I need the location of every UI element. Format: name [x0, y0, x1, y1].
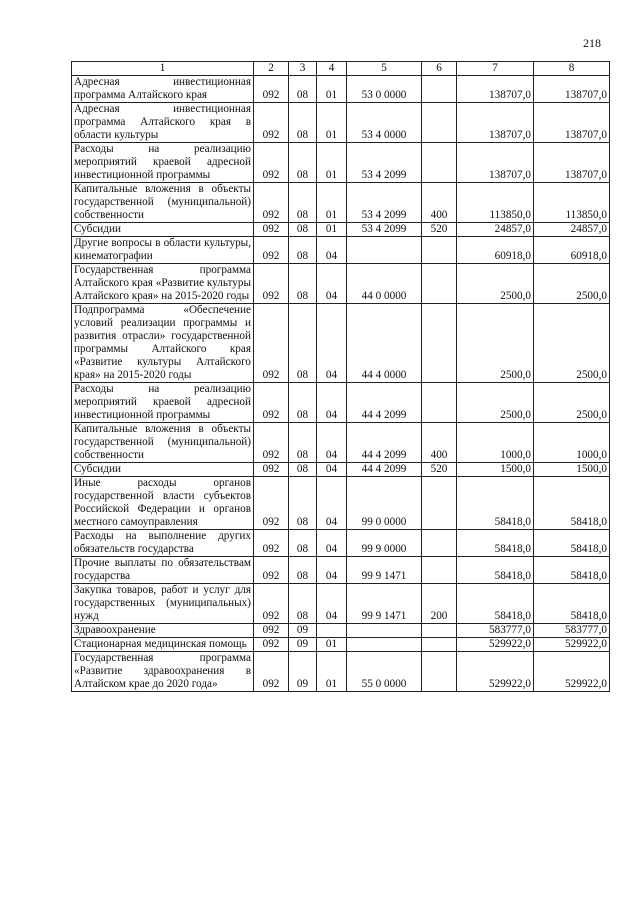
cell-amount-1: 58418,0 — [457, 477, 534, 530]
cell-amount-2: 58418,0 — [534, 584, 610, 624]
cell-amount-2: 529922,0 — [534, 638, 610, 652]
row-name: Прочие выплаты по обязательствам государства — [72, 557, 254, 584]
cell-amount-2: 2500,0 — [534, 383, 610, 423]
cell-amount-2: 138707,0 — [534, 143, 610, 183]
cell-subsection: 01 — [317, 223, 347, 237]
cell-amount-1: 583777,0 — [457, 624, 534, 638]
budget-table — [71, 61, 610, 692]
cell-expense-type — [422, 304, 457, 383]
cell-amount-1: 2500,0 — [457, 383, 534, 423]
cell-target-item: 99 9 1471 — [347, 584, 422, 624]
cell-subsection: 04 — [317, 264, 347, 304]
cell-amount-1: 2500,0 — [457, 304, 534, 383]
cell-admin-code: 092 — [254, 652, 289, 692]
row-name: Расходы на реализацию мероприятий краевой адресной инвестиционной программы — [72, 383, 254, 423]
cell-section: 08 — [289, 557, 317, 584]
table-row — [72, 652, 610, 692]
cell-target-item — [347, 624, 422, 638]
cell-admin-code: 092 — [254, 624, 289, 638]
cell-target-item: 44 4 2099 — [347, 463, 422, 477]
cell-section: 08 — [289, 76, 317, 103]
cell-subsection: 01 — [317, 103, 347, 143]
cell-amount-2: 1000,0 — [534, 423, 610, 463]
cell-subsection: 04 — [317, 423, 347, 463]
row-name: Закупка товаров, работ и услуг для государственных (муниципальных) нужд — [72, 584, 254, 624]
table-row — [72, 223, 610, 237]
cell-amount-1: 58418,0 — [457, 584, 534, 624]
header-cell-3: 3 — [289, 62, 317, 76]
cell-admin-code: 092 — [254, 76, 289, 103]
table-row — [72, 624, 610, 638]
cell-amount-1: 24857,0 — [457, 223, 534, 237]
row-name: Расходы на выполнение других обязательств государства — [72, 530, 254, 557]
cell-amount-1: 138707,0 — [457, 103, 534, 143]
cell-admin-code: 092 — [254, 423, 289, 463]
cell-admin-code: 092 — [254, 383, 289, 423]
cell-section: 08 — [289, 477, 317, 530]
cell-expense-type — [422, 530, 457, 557]
cell-subsection: 01 — [317, 652, 347, 692]
cell-admin-code: 092 — [254, 477, 289, 530]
cell-section: 08 — [289, 383, 317, 423]
cell-admin-code: 092 — [254, 143, 289, 183]
cell-expense-type — [422, 383, 457, 423]
header-cell-8: 8 — [534, 62, 610, 76]
cell-admin-code: 092 — [254, 103, 289, 143]
table-row — [72, 264, 610, 304]
cell-section: 09 — [289, 624, 317, 638]
cell-target-item — [347, 638, 422, 652]
cell-subsection: 04 — [317, 463, 347, 477]
row-name: Субсидии — [72, 463, 254, 477]
cell-subsection: 04 — [317, 584, 347, 624]
row-name: Подпрограмма «Обеспечение условий реализации программы и развития отрасли» государственной программы Алтайского края «Развитие культуры Алтайского края» на 2015-2020 годы — [72, 304, 254, 383]
cell-amount-1: 60918,0 — [457, 237, 534, 264]
cell-target-item: 53 4 2099 — [347, 183, 422, 223]
cell-admin-code: 092 — [254, 584, 289, 624]
cell-amount-1: 113850,0 — [457, 183, 534, 223]
cell-section: 08 — [289, 530, 317, 557]
cell-subsection: 04 — [317, 304, 347, 383]
cell-section: 08 — [289, 423, 317, 463]
cell-target-item: 53 4 2099 — [347, 223, 422, 237]
cell-section: 08 — [289, 584, 317, 624]
cell-admin-code: 092 — [254, 264, 289, 304]
cell-expense-type — [422, 264, 457, 304]
cell-expense-type: 520 — [422, 223, 457, 237]
cell-target-item: 55 0 0000 — [347, 652, 422, 692]
table-row — [72, 383, 610, 423]
cell-target-item: 99 0 0000 — [347, 477, 422, 530]
cell-target-item — [347, 237, 422, 264]
cell-amount-1: 1500,0 — [457, 463, 534, 477]
table-row — [72, 530, 610, 557]
cell-expense-type — [422, 103, 457, 143]
cell-subsection: 04 — [317, 383, 347, 423]
cell-expense-type: 520 — [422, 463, 457, 477]
cell-admin-code: 092 — [254, 223, 289, 237]
cell-admin-code: 092 — [254, 463, 289, 477]
table-row — [72, 463, 610, 477]
table-row — [72, 76, 610, 103]
cell-amount-2: 529922,0 — [534, 652, 610, 692]
cell-amount-2: 2500,0 — [534, 304, 610, 383]
cell-amount-2: 1500,0 — [534, 463, 610, 477]
cell-expense-type — [422, 143, 457, 183]
cell-section: 08 — [289, 304, 317, 383]
header-cell-4: 4 — [317, 62, 347, 76]
cell-amount-1: 58418,0 — [457, 530, 534, 557]
cell-section: 08 — [289, 143, 317, 183]
row-name: Государственная программа «Развитие здравоохранения в Алтайском крае до 2020 года» — [72, 652, 254, 692]
cell-subsection: 01 — [317, 183, 347, 223]
cell-target-item: 44 4 0000 — [347, 304, 422, 383]
cell-amount-2: 58418,0 — [534, 557, 610, 584]
table-row — [72, 557, 610, 584]
cell-subsection — [317, 624, 347, 638]
row-name: Капитальные вложения в объекты государственной (муниципальной) собственности — [72, 423, 254, 463]
cell-admin-code: 092 — [254, 183, 289, 223]
cell-admin-code: 092 — [254, 638, 289, 652]
cell-amount-2: 24857,0 — [534, 223, 610, 237]
cell-amount-1: 138707,0 — [457, 143, 534, 183]
cell-admin-code: 092 — [254, 557, 289, 584]
row-name: Иные расходы органов государственной власти субъектов Российской Федерации и органов местного самоуправления — [72, 477, 254, 530]
row-name: Другие вопросы в области культуры, кинематографии — [72, 237, 254, 264]
table-row — [72, 304, 610, 383]
cell-amount-2: 113850,0 — [534, 183, 610, 223]
row-name: Стационарная медицинская помощь — [72, 638, 254, 652]
header-cell-2: 2 — [254, 62, 289, 76]
cell-section: 08 — [289, 103, 317, 143]
cell-subsection: 01 — [317, 76, 347, 103]
cell-subsection: 04 — [317, 237, 347, 264]
cell-target-item: 53 4 2099 — [347, 143, 422, 183]
cell-amount-2: 60918,0 — [534, 237, 610, 264]
cell-expense-type — [422, 557, 457, 584]
cell-subsection: 04 — [317, 477, 347, 530]
cell-section: 08 — [289, 223, 317, 237]
cell-subsection: 04 — [317, 557, 347, 584]
cell-target-item: 99 9 0000 — [347, 530, 422, 557]
header-row — [72, 62, 610, 76]
cell-target-item: 44 0 0000 — [347, 264, 422, 304]
cell-amount-1: 58418,0 — [457, 557, 534, 584]
cell-section: 09 — [289, 652, 317, 692]
table-row — [72, 477, 610, 530]
cell-target-item: 44 4 2099 — [347, 383, 422, 423]
cell-amount-1: 529922,0 — [457, 652, 534, 692]
header-cell-6: 6 — [422, 62, 457, 76]
cell-expense-type — [422, 477, 457, 530]
table-row — [72, 237, 610, 264]
cell-amount-1: 2500,0 — [457, 264, 534, 304]
cell-amount-1: 1000,0 — [457, 423, 534, 463]
cell-section: 08 — [289, 264, 317, 304]
table-row — [72, 584, 610, 624]
header-cell-7: 7 — [457, 62, 534, 76]
row-name: Адресная инвестиционная программа Алтайского края — [72, 76, 254, 103]
cell-admin-code: 092 — [254, 304, 289, 383]
cell-section: 08 — [289, 183, 317, 223]
table-row — [72, 183, 610, 223]
cell-expense-type: 400 — [422, 183, 457, 223]
cell-amount-2: 583777,0 — [534, 624, 610, 638]
cell-subsection: 04 — [317, 530, 347, 557]
cell-amount-2: 138707,0 — [534, 103, 610, 143]
cell-admin-code: 092 — [254, 530, 289, 557]
table-row — [72, 103, 610, 143]
row-name: Здравоохранение — [72, 624, 254, 638]
cell-target-item: 53 4 0000 — [347, 103, 422, 143]
page-number: 218 — [583, 36, 601, 50]
cell-section: 09 — [289, 638, 317, 652]
cell-amount-2: 2500,0 — [534, 264, 610, 304]
row-name: Государственная программа Алтайского края «Развитие культуры Алтайского края» на 2015-2020 годы — [72, 264, 254, 304]
table-row — [72, 143, 610, 183]
cell-amount-1: 138707,0 — [457, 76, 534, 103]
cell-section: 08 — [289, 463, 317, 477]
cell-expense-type: 200 — [422, 584, 457, 624]
cell-expense-type — [422, 624, 457, 638]
header-cell-5: 5 — [347, 62, 422, 76]
cell-amount-1: 529922,0 — [457, 638, 534, 652]
table-row — [72, 638, 610, 652]
cell-target-item: 53 0 0000 — [347, 76, 422, 103]
cell-expense-type — [422, 638, 457, 652]
cell-amount-2: 58418,0 — [534, 530, 610, 557]
cell-expense-type — [422, 76, 457, 103]
table-row — [72, 423, 610, 463]
cell-amount-2: 138707,0 — [534, 76, 610, 103]
cell-expense-type — [422, 652, 457, 692]
row-name: Адресная инвестиционная программа Алтайского края в области культуры — [72, 103, 254, 143]
cell-target-item: 44 4 2099 — [347, 423, 422, 463]
cell-admin-code: 092 — [254, 237, 289, 264]
header-cell-1: 1 — [72, 62, 254, 76]
cell-subsection: 01 — [317, 638, 347, 652]
cell-target-item: 99 9 1471 — [347, 557, 422, 584]
cell-section: 08 — [289, 237, 317, 264]
cell-expense-type — [422, 237, 457, 264]
row-name: Капитальные вложения в объекты государственной (муниципальной) собственности — [72, 183, 254, 223]
cell-subsection: 01 — [317, 143, 347, 183]
row-name: Расходы на реализацию мероприятий краевой адресной инвестиционной программы — [72, 143, 254, 183]
cell-expense-type: 400 — [422, 423, 457, 463]
cell-amount-2: 58418,0 — [534, 477, 610, 530]
row-name: Субсидии — [72, 223, 254, 237]
